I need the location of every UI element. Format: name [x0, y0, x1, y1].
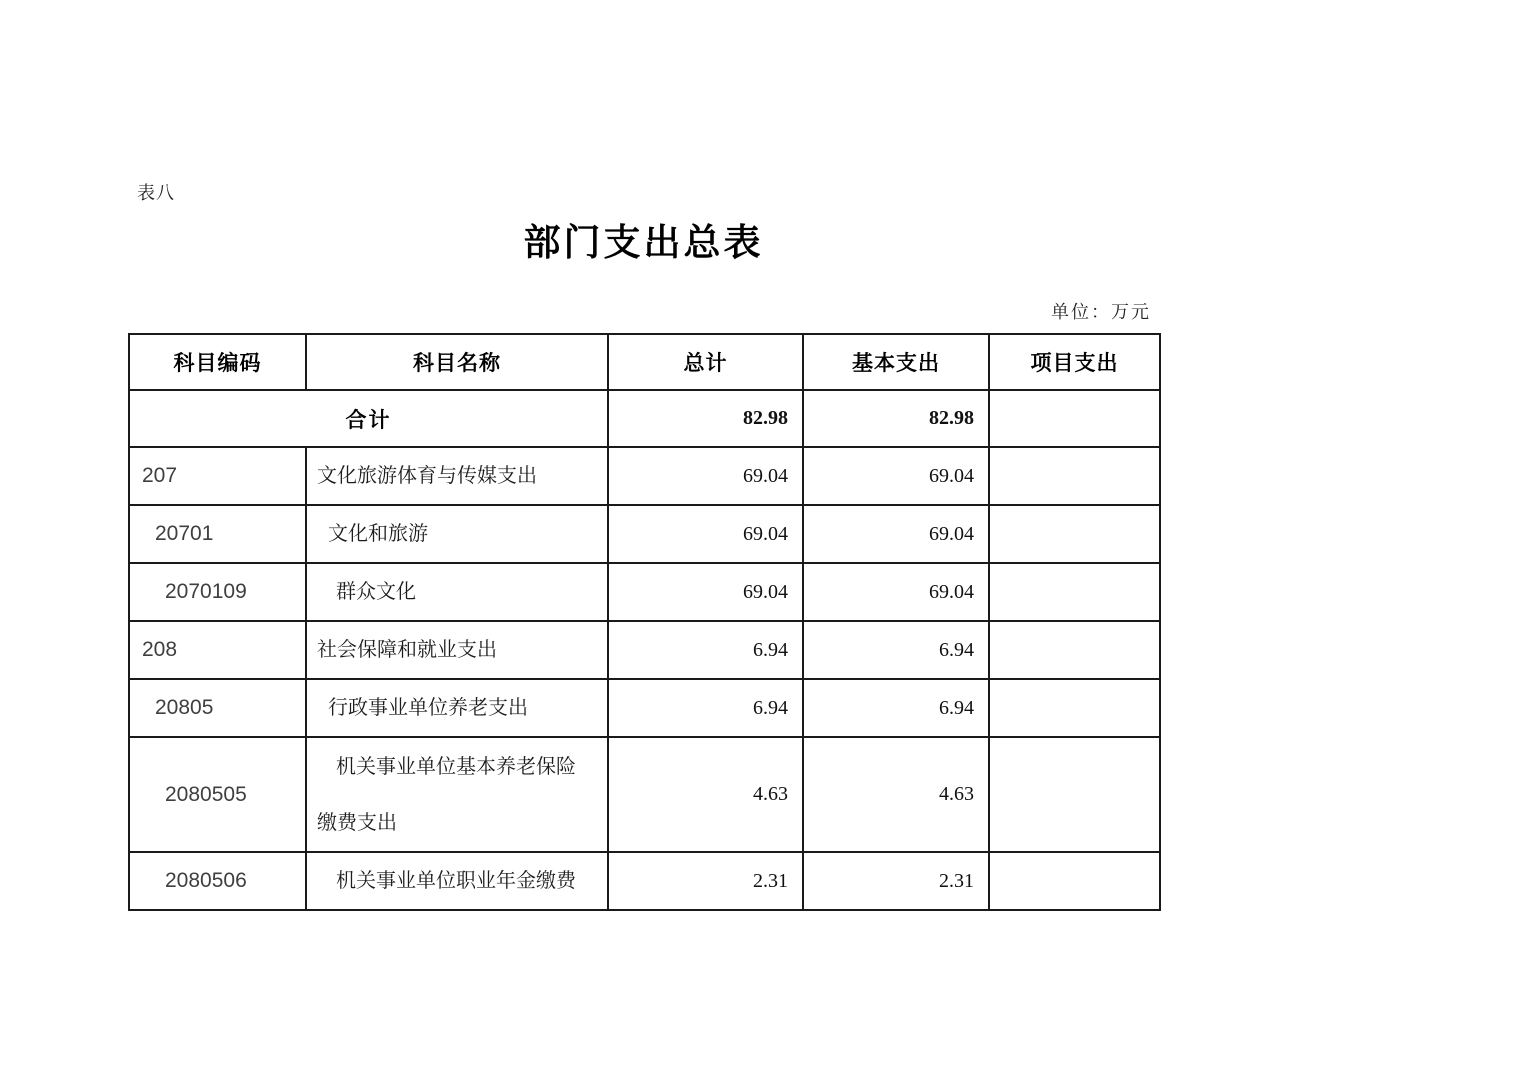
- header-project-expense: 项目支出: [989, 334, 1160, 390]
- cell-project-expense: [989, 737, 1160, 852]
- header-subject-name: 科目名称: [306, 334, 608, 390]
- cell-project-expense: [989, 621, 1160, 679]
- cell-grand-total: 2.31: [608, 852, 803, 910]
- table-row: [129, 679, 1160, 737]
- cell-grand-total: 69.04: [608, 447, 803, 505]
- cell-subject-name: [306, 447, 608, 505]
- total-row-grand-total: 82.98: [608, 390, 803, 447]
- cell-project-expense: [989, 563, 1160, 621]
- cell-project-expense: [989, 447, 1160, 505]
- cell-subject-code: 2080505: [129, 737, 306, 852]
- table-sequence-label: 表八: [137, 183, 175, 203]
- total-row-label: 合计: [129, 390, 608, 447]
- header-basic-expense: 基本支出: [803, 334, 989, 390]
- page-title: 部门支出总表: [523, 223, 764, 264]
- cell-basic-expense: 6.94: [803, 679, 989, 737]
- cell-basic-expense: 69.04: [803, 563, 989, 621]
- unit-note: 单位：万元: [1051, 302, 1151, 322]
- total-row: [129, 390, 1160, 447]
- subject-name-line: 机关事业单位职业年金缴费: [336, 870, 576, 892]
- subject-name-line: 群众文化: [336, 581, 416, 603]
- table-row: [129, 621, 1160, 679]
- table-header-row: [129, 334, 1160, 390]
- cell-subject-code: 20805: [129, 679, 306, 737]
- cell-grand-total: 6.94: [608, 621, 803, 679]
- cell-subject-code: 208: [129, 621, 306, 679]
- total-row-basic: 82.98: [803, 390, 989, 447]
- cell-basic-expense: 69.04: [803, 447, 989, 505]
- cell-subject-code: 207: [129, 447, 306, 505]
- table-row: [129, 563, 1160, 621]
- subject-name-line: 行政事业单位养老支出: [328, 697, 528, 719]
- cell-project-expense: [989, 852, 1160, 910]
- cell-grand-total: 69.04: [608, 505, 803, 563]
- header-grand-total: 总计: [608, 334, 803, 390]
- cell-project-expense: [989, 679, 1160, 737]
- subject-name-line: 缴费支出: [317, 811, 397, 834]
- header-subject-code: 科目编码: [129, 334, 306, 390]
- table-row: [129, 852, 1160, 910]
- cell-subject-name: [306, 679, 608, 737]
- subject-name-line: 文化旅游体育与传媒支出: [317, 465, 537, 487]
- cell-subject-code: 2070109: [129, 563, 306, 621]
- subject-name-line: 文化和旅游: [328, 523, 428, 545]
- total-row-project: [989, 390, 1160, 447]
- cell-basic-expense: 2.31: [803, 852, 989, 910]
- cell-subject-name: [306, 737, 608, 852]
- cell-grand-total: 6.94: [608, 679, 803, 737]
- cell-subject-code: 20701: [129, 505, 306, 563]
- cell-subject-name: [306, 563, 608, 621]
- cell-subject-name: [306, 621, 608, 679]
- cell-subject-name: [306, 852, 608, 910]
- cell-basic-expense: 4.63: [803, 737, 989, 852]
- cell-basic-expense: 69.04: [803, 505, 989, 563]
- subject-name-line: 机关事业单位基本养老保险: [336, 755, 576, 778]
- cell-grand-total: 69.04: [608, 563, 803, 621]
- expenditure-table: [128, 333, 1161, 911]
- cell-project-expense: [989, 505, 1160, 563]
- cell-basic-expense: 6.94: [803, 621, 989, 679]
- subject-name-line: 社会保障和就业支出: [317, 639, 497, 661]
- table-row: [129, 447, 1160, 505]
- table-row: [129, 737, 1160, 852]
- cell-subject-name: [306, 505, 608, 563]
- table-row: [129, 505, 1160, 563]
- cell-subject-code: 2080506: [129, 852, 306, 910]
- cell-grand-total: 4.63: [608, 737, 803, 852]
